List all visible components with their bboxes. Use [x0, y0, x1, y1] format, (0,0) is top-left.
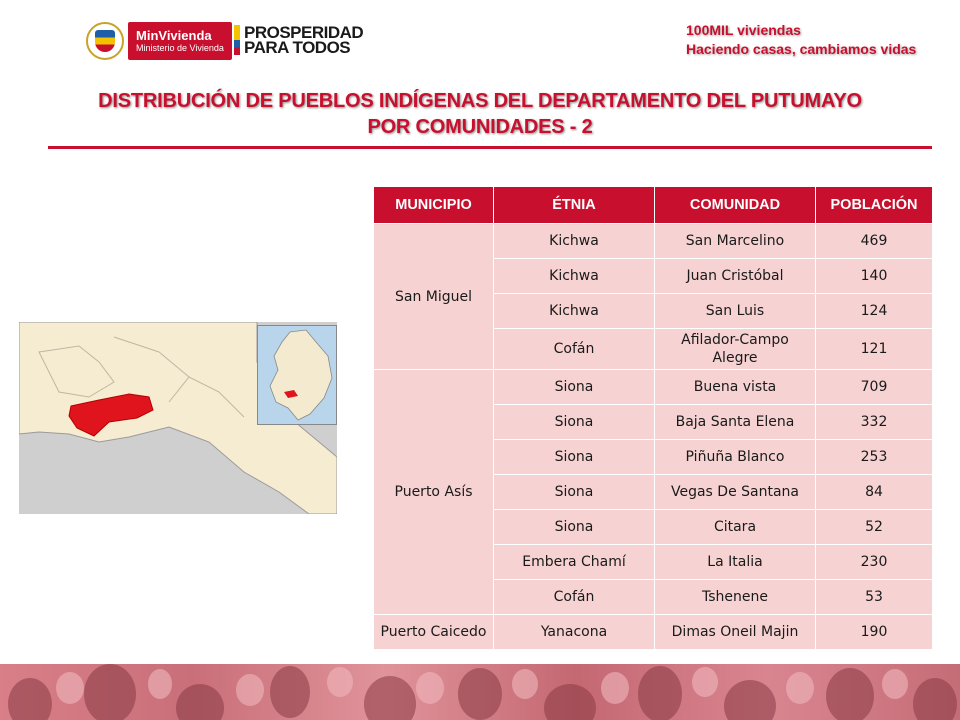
comunidad-cell: San Luis [655, 294, 816, 329]
poblacion-cell: 124 [816, 294, 933, 329]
slogan [686, 21, 916, 59]
comunidad-cell: Tshenene [655, 580, 816, 615]
table-row [374, 224, 933, 259]
colombia-flag-icon [234, 25, 240, 55]
poblacion-cell: 52 [816, 510, 933, 545]
slogan-line1: 100MIL viviendas [686, 22, 801, 38]
etnia-cell: Cofán [494, 329, 655, 370]
comunidad-cell: Buena vista [655, 370, 816, 405]
table-header-row [374, 187, 933, 224]
comunidad-cell: La Italia [655, 545, 816, 580]
municipio-cell: Puerto Caicedo [374, 615, 494, 650]
title-line2: POR COMUNIDADES - 2 [367, 116, 593, 138]
etnia-cell: Kichwa [494, 294, 655, 329]
poblacion-cell: 230 [816, 545, 933, 580]
comunidad-cell: Citara [655, 510, 816, 545]
municipio-cell: Puerto Asís [374, 370, 494, 615]
minvivienda-logo [86, 22, 232, 60]
poblacion-cell: 53 [816, 580, 933, 615]
etnia-cell: Cofán [494, 580, 655, 615]
etnia-cell: Kichwa [494, 224, 655, 259]
footer-photo-strip [0, 664, 960, 720]
etnia-cell: Siona [494, 405, 655, 440]
communities-table [373, 186, 932, 650]
crowd-photo-graphic [0, 664, 960, 720]
comunidad-cell: Juan Cristóbal [655, 259, 816, 294]
table-row [374, 370, 933, 405]
poblacion-cell: 121 [816, 329, 933, 370]
colombia-inset-graphic [258, 326, 336, 424]
prosperidad-line2: PARA TODOS [244, 38, 351, 57]
coat-of-arms-icon [86, 22, 124, 60]
poblacion-cell: 253 [816, 440, 933, 475]
poblacion-cell: 84 [816, 475, 933, 510]
page-title [40, 88, 920, 140]
municipio-cell: San Miguel [374, 224, 494, 370]
etnia-cell: Siona [494, 370, 655, 405]
title-divider [48, 146, 932, 149]
title-line1: DISTRIBUCIÓN DE PUEBLOS INDÍGENAS DEL DEPARTAMENTO DEL PUTUMAYO [98, 90, 862, 112]
header-municipio: MUNICIPIO [374, 187, 494, 224]
etnia-cell: Siona [494, 475, 655, 510]
comunidad-cell: Vegas De Santana [655, 475, 816, 510]
etnia-cell: Kichwa [494, 259, 655, 294]
slogan-line2: Haciendo casas, cambiamos vidas [686, 41, 917, 57]
etnia-cell: Siona [494, 440, 655, 475]
etnia-cell: Embera Chamí [494, 545, 655, 580]
table-row [374, 615, 933, 650]
prosperidad-logo [234, 25, 363, 55]
comunidad-cell: Baja Santa Elena [655, 405, 816, 440]
colombia-inset-map [257, 325, 337, 425]
comunidad-cell: Piñuña Blanco [655, 440, 816, 475]
etnia-cell: Siona [494, 510, 655, 545]
comunidad-cell: Dimas Oneil Majin [655, 615, 816, 650]
poblacion-cell: 190 [816, 615, 933, 650]
prosperidad-line1: PROSPERIDAD [244, 23, 364, 42]
minvivienda-badge [128, 22, 232, 60]
poblacion-cell: 140 [816, 259, 933, 294]
etnia-cell: Yanacona [494, 615, 655, 650]
poblacion-cell: 709 [816, 370, 933, 405]
poblacion-cell: 332 [816, 405, 933, 440]
header-etnia: ÉTNIA [494, 187, 655, 224]
comunidad-cell: Afilador-Campo Alegre [655, 329, 816, 370]
poblacion-cell: 469 [816, 224, 933, 259]
header-poblacion: POBLACIÓN [816, 187, 933, 224]
ministry-subtitle: Ministerio de Vivienda [136, 42, 224, 53]
ministry-name: MinVivienda [136, 27, 212, 43]
comunidad-cell: San Marcelino [655, 224, 816, 259]
header-comunidad: COMUNIDAD [655, 187, 816, 224]
